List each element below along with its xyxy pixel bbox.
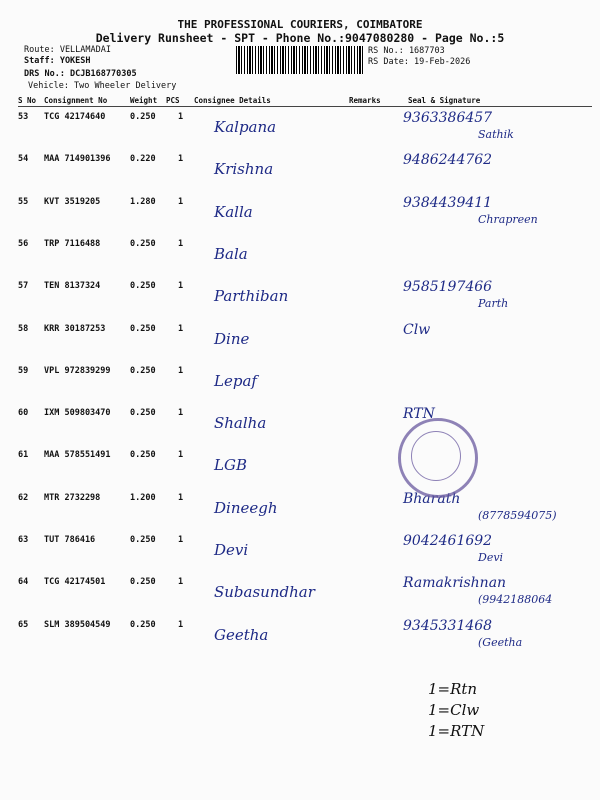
table-row — [18, 571, 592, 613]
col-signature: Seal & Signature — [408, 96, 481, 105]
table-row — [18, 487, 592, 529]
cell-pcs: 1 — [178, 281, 184, 292]
table-row — [18, 402, 592, 444]
cell-pcs: 1 — [178, 112, 184, 122]
signature-handwriting: 9363386457 — [403, 110, 493, 126]
consignee-handwriting: Dineegh — [214, 498, 278, 517]
rs-info — [368, 46, 470, 68]
signature-handwriting: Bharath — [403, 490, 461, 507]
cell-sno: 57 — [18, 281, 29, 292]
signature-handwriting: 9042461692 — [403, 533, 493, 549]
consignee-handwriting: Parthiban — [214, 287, 289, 306]
consignee-handwriting: Kalla — [214, 202, 253, 221]
cell-pcs: 1 — [178, 577, 184, 588]
cell-weight: 0.250 — [130, 577, 156, 588]
table-row — [18, 191, 592, 233]
cell-consignment: SLM 389504549 — [44, 619, 111, 630]
route-label: Route: VELLAMADAI — [24, 45, 111, 55]
cell-consignment: IXM 509803470 — [44, 408, 111, 419]
footer-note: 1=RTN — [428, 722, 485, 740]
cell-consignment: TRP 7116488 — [44, 238, 101, 249]
signature-handwriting: 9486244762 — [403, 152, 493, 169]
signature-handwriting: 9345331468 — [403, 617, 493, 634]
consignee-handwriting: Bala — [214, 244, 248, 263]
cell-pcs: 1 — [178, 365, 184, 376]
cell-consignment: VPL 972839299 — [44, 365, 111, 376]
signature-note: Parth — [478, 297, 509, 311]
cell-pcs: 1 — [178, 492, 184, 503]
signature-handwriting: Ramakrishnan — [403, 575, 507, 592]
signature-handwriting: Clw — [403, 321, 431, 338]
footer-note: 1=Clw — [428, 701, 480, 719]
consignee-handwriting: Kalpana — [214, 118, 277, 136]
cell-weight: 0.250 — [130, 112, 156, 122]
cell-weight: 0.250 — [130, 619, 156, 630]
table-row — [18, 444, 592, 486]
cell-weight: 0.250 — [130, 238, 156, 249]
consignee-handwriting: Devi — [214, 541, 249, 559]
vehicle-label: Vehicle: Two Wheeler Delivery — [28, 81, 177, 91]
cell-consignment: MTR 2732298 — [44, 492, 101, 503]
seal-stamp — [398, 418, 478, 498]
cell-weight: 0.250 — [130, 408, 156, 419]
cell-consignment: KVT 3519205 — [44, 196, 101, 207]
cell-consignment: TUT 786416 — [44, 535, 96, 545]
cell-weight: 0.220 — [130, 154, 156, 165]
rs-number: RS No.: 1687703 — [368, 46, 445, 56]
cell-consignment: KRR 30187253 — [44, 323, 106, 334]
cell-pcs: 1 — [178, 450, 184, 461]
col-consignment: Consignment No — [44, 96, 108, 105]
cell-pcs: 1 — [178, 619, 184, 630]
rs-date: RS Date: 19-Feb-2026 — [368, 57, 471, 67]
consignee-handwriting: Lepaf — [214, 371, 257, 390]
cell-sno: 65 — [18, 619, 29, 630]
staff-label: Staff: YOKESH — [24, 56, 91, 66]
table-row — [18, 233, 592, 275]
cell-weight: 0.250 — [130, 535, 156, 545]
cell-consignment: MAA 578551491 — [44, 450, 111, 461]
col-weight: Weight — [130, 96, 158, 105]
cell-consignment: TCG 42174640 — [44, 112, 106, 122]
drs-label: DRS No.: DCJB168770305 — [24, 69, 137, 79]
cell-sno: 64 — [18, 577, 29, 588]
cell-sno: 56 — [18, 238, 29, 249]
cell-sno: 54 — [18, 154, 29, 165]
table-row — [18, 275, 592, 317]
company-title: THE PROFESSIONAL COURIERS, COIMBATORE — [177, 18, 423, 31]
runsheet-title: Delivery Runsheet - SPT - Phone No.:9047080280 - Page No.:5 — [95, 31, 505, 45]
signature-note: Sathik — [478, 128, 514, 141]
cell-sno: 62 — [18, 492, 29, 503]
cell-sno: 60 — [18, 408, 29, 419]
table-row — [18, 614, 592, 656]
cell-consignment: TEN 8137324 — [44, 281, 101, 292]
cell-weight: 0.250 — [130, 323, 156, 334]
table-row — [18, 360, 592, 402]
cell-pcs: 1 — [178, 535, 184, 545]
consignee-handwriting: Geetha — [214, 625, 269, 644]
cell-sno: 55 — [18, 196, 29, 207]
col-sno: S No — [18, 96, 37, 105]
cell-sno: 53 — [18, 112, 29, 122]
cell-pcs: 1 — [178, 323, 184, 334]
signature-handwriting: RTN — [403, 406, 435, 423]
signature-note: (Geetha — [478, 635, 523, 649]
cell-pcs: 1 — [178, 408, 184, 419]
cell-pcs: 1 — [178, 238, 184, 249]
consignee-handwriting: Dine — [214, 329, 250, 348]
barcode — [236, 46, 364, 74]
cell-weight: 0.250 — [130, 365, 156, 376]
table-row — [18, 148, 592, 190]
signature-note: Chrapreen — [478, 212, 538, 226]
cell-sno: 59 — [18, 365, 29, 376]
signature-handwriting: 9585197466 — [403, 279, 493, 296]
cell-weight: 0.250 — [130, 281, 156, 292]
col-remarks: Remarks — [349, 96, 381, 105]
col-pcs: PCS — [166, 96, 180, 105]
table-row — [18, 318, 592, 360]
cell-weight: 1.280 — [130, 196, 156, 207]
footer-note: 1=Rtn — [428, 680, 478, 698]
consignee-handwriting: Krishna — [214, 160, 274, 179]
signature-note: (9942188064 — [478, 593, 553, 607]
table-row — [18, 529, 592, 571]
cell-pcs: 1 — [178, 154, 184, 165]
col-consignee: Consignee Details — [194, 96, 271, 105]
consignee-handwriting: Subasundhar — [214, 583, 315, 602]
cell-sno: 63 — [18, 535, 29, 545]
cell-consignment: TCG 42174501 — [44, 577, 106, 588]
cell-weight: 1.200 — [130, 492, 156, 503]
consignee-handwriting: LGB — [214, 456, 247, 475]
cell-consignment: MAA 714901396 — [44, 154, 111, 165]
cell-weight: 0.250 — [130, 450, 156, 461]
signature-note: Devi — [478, 551, 504, 564]
table-row — [18, 106, 592, 148]
signature-handwriting: 9384439411 — [403, 194, 493, 211]
cell-pcs: 1 — [178, 196, 184, 207]
cell-sno: 58 — [18, 323, 29, 334]
cell-sno: 61 — [18, 450, 29, 461]
consignee-handwriting: Shalha — [214, 414, 267, 433]
signature-note: (8778594075) — [478, 508, 557, 522]
